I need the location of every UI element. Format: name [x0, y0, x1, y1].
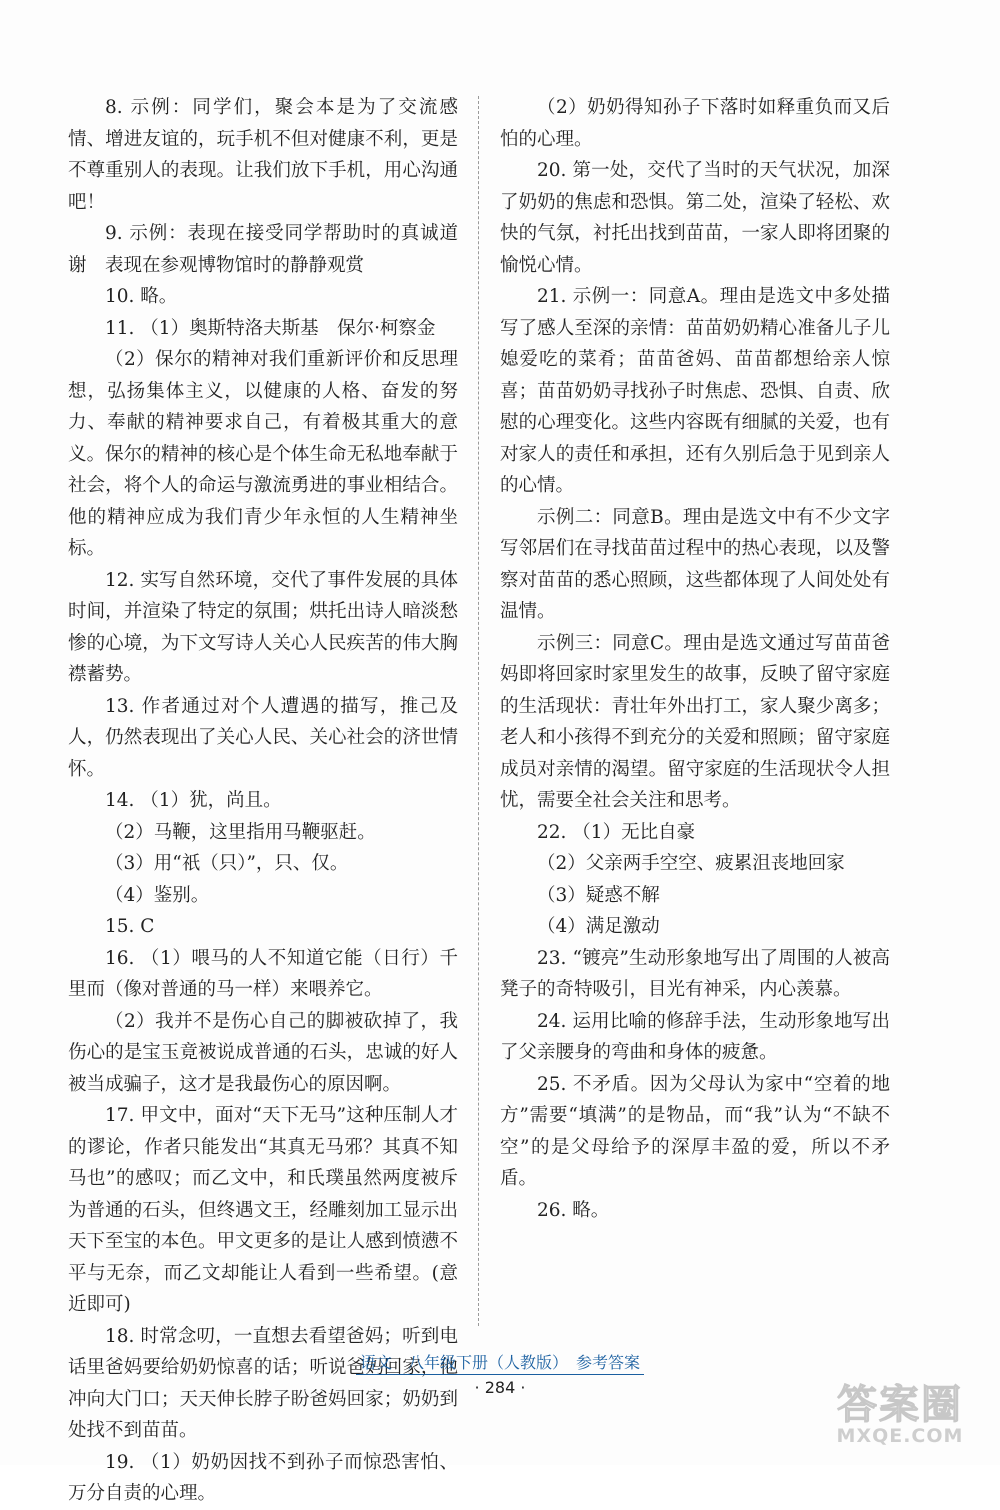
left-answer-paragraph: （2）马鞭，这里指用马鞭驱赶。	[105, 821, 376, 843]
right-answer-paragraph: 示例三：同意C。理由是选文通过写苗苗爸妈即将回家时家里发生的故事，反映了留守家庭的生活现状：青壮年外出打工，家人聚少离多；老人和小孩得不到充分的关爱和照顾；留守家庭成员对亲情的渴望。留守家庭的生活现状令人担忧，需要全社会关注和思考。	[500, 632, 890, 811]
watermark-logo	[816, 1373, 984, 1451]
left-answer-paragraph: 14. （1）犹，尚且。	[105, 790, 282, 811]
watermark-sub-text: MXQE.COM	[836, 1425, 964, 1447]
left-answer-paragraph: 19. （1）奶奶因找不到孙子而惊恐害怕、万分自责的心理。	[68, 1451, 458, 1504]
left-answer-paragraph: （2）我并不是伤心自己的脚被砍掉了，我伤心的是宝玉竟被说成普通的石头，忠诚的好人被当成骗子，这才是我最伤心的原因啊。	[68, 1010, 458, 1095]
left-answer-paragraph: 16. （1）喂马的人不知道它能（日行）千里而（像对普通的马一样）来喂养它。	[68, 947, 458, 1000]
right-answer-paragraph: （3）疑惑不解	[537, 884, 660, 906]
right-answer-paragraph: （2）父亲两手空空、疲累沮丧地回家	[537, 853, 845, 874]
left-answer-paragraph: 10. 略。	[105, 286, 178, 307]
right-answer-paragraph: （4）满足激动	[537, 916, 660, 937]
left-answer-paragraph: 12. 实写自然环境，交代了事件发展的具体时间，并渲染了特定的氛围；烘托出诗人暗淡愁惨的心境，为下文写诗人关心人民疾苦的伟大胸襟蓄势。	[68, 569, 458, 685]
left-column	[68, 92, 458, 1510]
watermark-main-text: 答案圈	[837, 1382, 963, 1428]
right-answer-paragraph: 22. （1）无比自豪	[537, 821, 696, 843]
left-answer-paragraph: （4）鉴别。	[105, 884, 210, 906]
left-answer-paragraph: 13. 作者通过对个人遭遇的描写，推己及人，仍然表现出了关心人民、关心社会的济世情怀。	[68, 695, 458, 780]
column-divider	[478, 96, 479, 1326]
left-answer-paragraph: （3）用“祇（只）”，只、仅。	[105, 853, 349, 874]
right-answer-paragraph: （2）奶奶得知孙子下落时如释重负而又后怕的心理。	[500, 97, 890, 150]
right-answer-paragraph: 24. 运用比喻的修辞手法，生动形象地写出了父亲腰身的弯曲和身体的疲惫。	[500, 1010, 890, 1063]
left-answer-paragraph: 17. 甲文中，面对“天下无马”这种压制人才的谬论，作者只能发出“其真无马邪？其真不知马也”的感叹；而乙文中，和氏璞虽然两度被斥为普通的石头，但终遇文王，经雕刻加工显示出天下至宝的本色。甲文更多的是让人感到愤懑不平与无奈，而乙文却能让人看到一些希望。(意近即可)	[68, 1105, 458, 1315]
right-answer-paragraph: 23. “镀亮”生动形象地写出了周围的人被高凳子的奇特吸引，目光有神采，内心羡慕。	[500, 947, 890, 1000]
left-answer-paragraph: 11. （1）奥斯特洛夫斯基 保尔·柯察金	[105, 317, 436, 339]
right-column	[500, 92, 890, 1226]
left-answer-paragraph: 18. 时常念叨，一直想去看望爸妈；听到电话里爸妈要给奶奶惊喜的话；听说爸妈回家，他冲向大门口；天天伸长脖子盼爸妈回家；奶奶到处找不到苗苗。	[68, 1325, 458, 1441]
book-title-footer	[0, 1350, 1000, 1375]
right-answer-paragraph: 20. 第一处，交代了当时的天气状况，加深了奶奶的焦虑和恐惧。第二处，渲染了轻松、欢快的气氛，衬托出找到苗苗，一家人即将团聚的愉悦心情。	[500, 160, 890, 276]
left-answer-paragraph: （2）保尔的精神对我们重新评价和反思理想，弘扬集体主义，以健康的人格、奋发的努力、奉献的精神要求自己，有着极其重大的意义。保尔的精神的核心是个体生命无私地奉献于社会，将个人的命运与激流勇进的事业相结合。他的精神应成为我们青少年永恒的人生精神坐标。	[68, 349, 458, 559]
page-number: · 284 ·	[474, 1378, 526, 1397]
right-answer-paragraph: 示例二：同意B。理由是选文中有不少文字写邻居们在寻找苗苗过程中的热心表现，以及警察对苗苗的悉心照顾，这些都体现了人间处处有温情。	[500, 506, 890, 622]
right-answer-paragraph: 26. 略。	[537, 1199, 610, 1221]
left-answer-paragraph: 9. 示例：表现在接受同学帮助时的真诚道谢 表现在参观博物馆时的静静观赏	[68, 223, 458, 276]
right-answer-paragraph: 21. 示例一：同意A。理由是选文中多处描写了感人至深的亲情：苗苗奶奶精心准备儿子儿媳爱吃的菜肴；苗苗爸妈、苗苗都想给亲人惊喜；苗苗奶奶寻找孙子时焦虑、恐惧、自责、欣慰的心理变化。这些内容既有细腻的关爱，也有对家人的责任和承担，还有久别后急于见到亲人的心情。	[500, 286, 890, 496]
right-answer-paragraph: 25. 不矛盾。因为父母认为家中“空着的地方”需要“填满”的是物品，而“我”认为“不缺不空”的是父母给予的深厚丰盈的爱，所以不矛盾。	[500, 1073, 890, 1189]
left-answer-paragraph: 8. 示例：同学们，聚会本是为了交流感情、增进友谊的，玩手机不但对健康不利，更是不尊重别人的表现。让我们放下手机，用心沟通吧！	[68, 97, 458, 213]
left-answer-paragraph: 15. C	[105, 916, 155, 937]
book-title-text: 语文 八年级下册（人教版） 参考答案	[356, 1350, 644, 1375]
